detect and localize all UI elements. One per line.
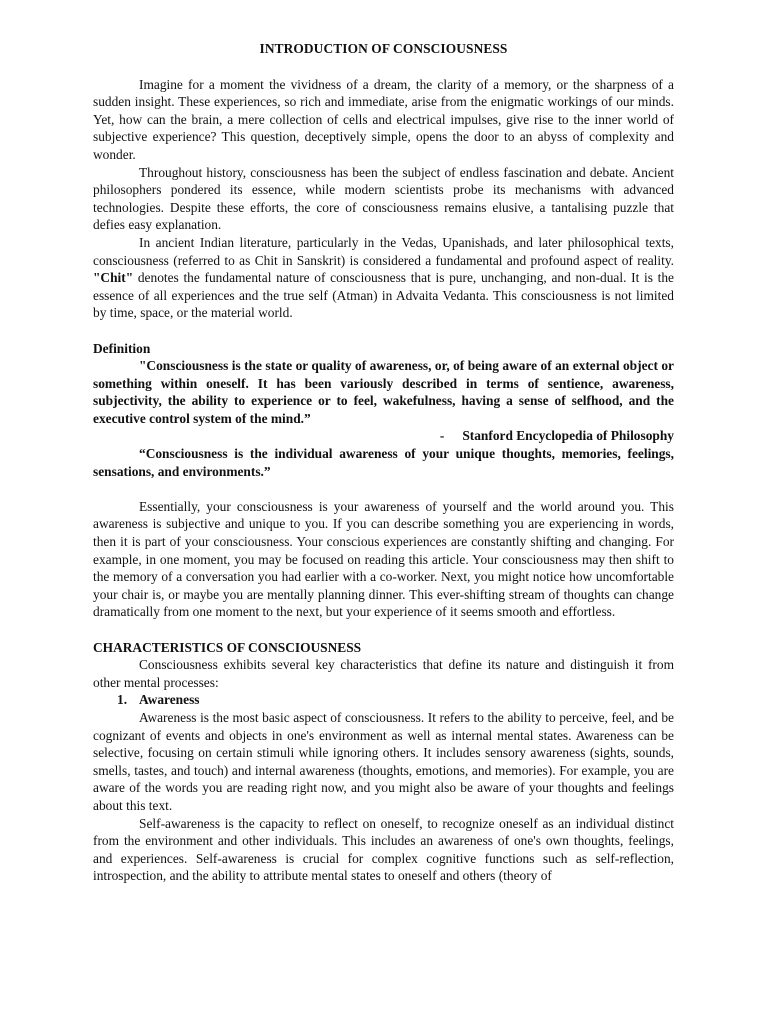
document-page <box>93 40 674 885</box>
awareness-paragraph: Awareness is the most basic aspect of consciousness. It refers to the ability to perceive, feel, and be cognizant of events and objects in one's environment as well as internal mental states. Awareness can be selective, focusing on certain stimuli while ignoring others. It includes sensory awareness (sights, sounds, smells, tastes, and touch) and internal awareness (thoughts, emotions, and memories). For example, you are aware of the words you are reading right now, and you might also be aware of your thoughts and feelings about this text. <box>93 709 674 813</box>
self-awareness-paragraph: Self-awareness is the capacity to reflect on oneself, to recognize oneself as an individual distinct from the environment and other individuals. This includes an awareness of one's own thoughts, feelings, and experiences. Self-awareness is crucial for complex cognitive functions such as self-reflection, introspection, and the ability to attribute mental states to oneself and others (theory of <box>93 815 674 884</box>
attribution-dash: - <box>439 428 445 444</box>
essential-paragraph: Essentially, your consciousness is your awareness of yourself and the world around you. This awareness is subjective and unique to you. If you can describe something you are experiencing in words, then it is part of your consciousness. Your conscious experiences are constantly shifting and changing. For example, in one moment, you may be focused on reading this article. Your consciousness may then shift to the memory of a conversation you had earlier with a co-worker. Next, you might notice how uncomfortable your chair is, or maybe you are mentally planning dinner. This ever-shifting stream of thoughts can change dramatically from one moment to the next, but your experience of it seems smooth and effortless. <box>93 498 674 620</box>
list-item-number: 1. <box>117 692 128 708</box>
characteristics-intro: Consciousness exhibits several key characteristics that define its nature and distinguish it from other mental processes: <box>93 657 674 690</box>
intro-paragraph-3 <box>93 234 674 322</box>
intro-paragraph-1: Imagine for a moment the vividness of a dream, the clarity of a memory, or the sharpness of a sudden insight. These experiences, so rich and immediate, arise from the enigmatic workings of our minds. Yet, how can the brain, a mere collection of cells and electrical impulses, give rise to the inner world of subjective experience? This question, deceptively simple, opens the door to an abyss of complexity and wonder. <box>93 76 674 162</box>
document-title: INTRODUCTION OF CONSCIOUSNESS <box>259 41 508 56</box>
chit-description: denotes the fundamental nature of consciousness that is pure, unchanging, and non-dual. It is the essence of all experiences and the true self (Atman) in Advaita Vedanta. This consciousness is not limited by time, space, or the material world. <box>93 270 674 321</box>
attribution-source: Stanford Encyclopedia of Philosophy <box>462 428 674 444</box>
list-item-awareness <box>93 691 674 709</box>
spacer <box>93 480 674 498</box>
spacer <box>93 621 674 639</box>
chit-term: "Chit" <box>93 270 134 286</box>
intro-paragraph-3-text: In ancient Indian literature, particularly in the Vedas, Upanishads, and later philosophical texts, consciousness (referred to as Chit in Sanskrit) is considered a fundamental and profound aspect of reality. <box>93 234 674 268</box>
spacer <box>93 322 674 340</box>
characteristics-heading: CHARACTERISTICS OF CONSCIOUSNESS <box>93 639 362 655</box>
intro-paragraph-2: Throughout history, consciousness has been the subject of endless fascination and debate. Ancient philosophers pondered its essence, while modern scientists probe its mechanisms with advanced technologies. Despite these efforts, the core of consciousness remains elusive, a tantalising puzzle that defies easy explanation. <box>93 164 674 233</box>
definition-quote-2: “Consciousness is the individual awareness of your unique thoughts, memories, feelings, sensations, and environments.” <box>93 446 674 479</box>
list-item-label: Awareness <box>139 692 200 708</box>
definition-quote-1: "Consciousness is the state or quality of awareness, or, of being aware of an external object or something within oneself. It has been variously described in terms of sentience, awareness, subjectivity, the ability to experience or to feel, wakefulness, having a sense of selfhood, and the executive control system of the mind.” <box>93 358 674 426</box>
definition-heading: Definition <box>93 340 151 356</box>
quote-attribution <box>93 427 674 445</box>
